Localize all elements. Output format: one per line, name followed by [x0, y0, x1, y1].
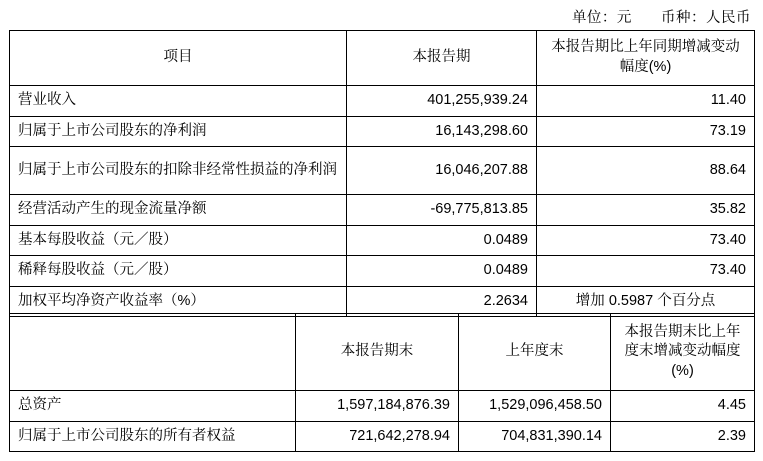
unit-currency-line	[570, 6, 751, 27]
row-change-value: 4.45	[611, 391, 755, 422]
row-change-value: 增加 0.5987 个百分点	[537, 286, 755, 317]
table-row	[10, 421, 755, 452]
row-previous-value: 704,831,390.14	[459, 421, 611, 452]
row-current-value: -69,775,813.85	[347, 195, 537, 226]
table-row	[10, 116, 755, 147]
unit-label: 单位：元	[571, 10, 632, 26]
row-change-value: 2.39	[611, 421, 755, 452]
row-change-value: 73.40	[537, 225, 755, 256]
table-header-row	[10, 31, 755, 86]
table-row	[10, 195, 755, 226]
table-row	[10, 225, 755, 256]
header-prior-year-end: 上年度末	[459, 314, 611, 391]
row-label: 基本每股收益（元／股）	[10, 225, 347, 256]
header-current-period: 本报告期	[347, 31, 537, 86]
row-current-value: 1,597,184,876.39	[296, 391, 459, 422]
row-current-value: 721,642,278.94	[296, 421, 459, 452]
row-change-value: 88.64	[537, 147, 755, 195]
row-current-value: 0.0489	[347, 256, 537, 287]
row-change-value: 73.40	[537, 256, 755, 287]
header-empty-corner	[10, 314, 296, 391]
row-label: 归属于上市公司股东的净利润	[10, 116, 347, 147]
row-change-value: 35.82	[537, 195, 755, 226]
header-item: 项目	[10, 31, 347, 86]
currency-label: 币种：人民币	[661, 10, 751, 26]
table-row	[10, 147, 755, 195]
row-previous-value: 1,529,096,458.50	[459, 391, 611, 422]
row-current-value: 16,046,207.88	[347, 147, 537, 195]
row-current-value: 16,143,298.60	[347, 116, 537, 147]
row-label: 归属于上市公司股东的扣除非经常性损益的净利润	[10, 147, 347, 195]
table-row	[10, 256, 755, 287]
row-change-value: 73.19	[537, 116, 755, 147]
row-current-value: 2.2634	[347, 286, 537, 317]
row-label: 总资产	[10, 391, 296, 422]
header-change-rate: 本报告期比上年同期增减变动幅度(%)	[537, 31, 755, 86]
balance-sheet-table	[9, 313, 755, 452]
table-row	[10, 86, 755, 117]
row-label: 归属于上市公司股东的所有者权益	[10, 421, 296, 452]
main-financial-table	[9, 30, 755, 317]
table-header-row	[10, 314, 755, 391]
header-period-end: 本报告期末	[296, 314, 459, 391]
row-label: 稀释每股收益（元／股）	[10, 256, 347, 287]
row-current-value: 0.0489	[347, 225, 537, 256]
table-row	[10, 391, 755, 422]
row-label: 加权平均净资产收益率（%）	[10, 286, 347, 317]
header-change-rate: 本报告期末比上年度末增减变动幅度(%)	[611, 314, 755, 391]
row-current-value: 401,255,939.24	[347, 86, 537, 117]
row-change-value: 11.40	[537, 86, 755, 117]
row-label: 经营活动产生的现金流量净额	[10, 195, 347, 226]
row-label: 营业收入	[10, 86, 347, 117]
